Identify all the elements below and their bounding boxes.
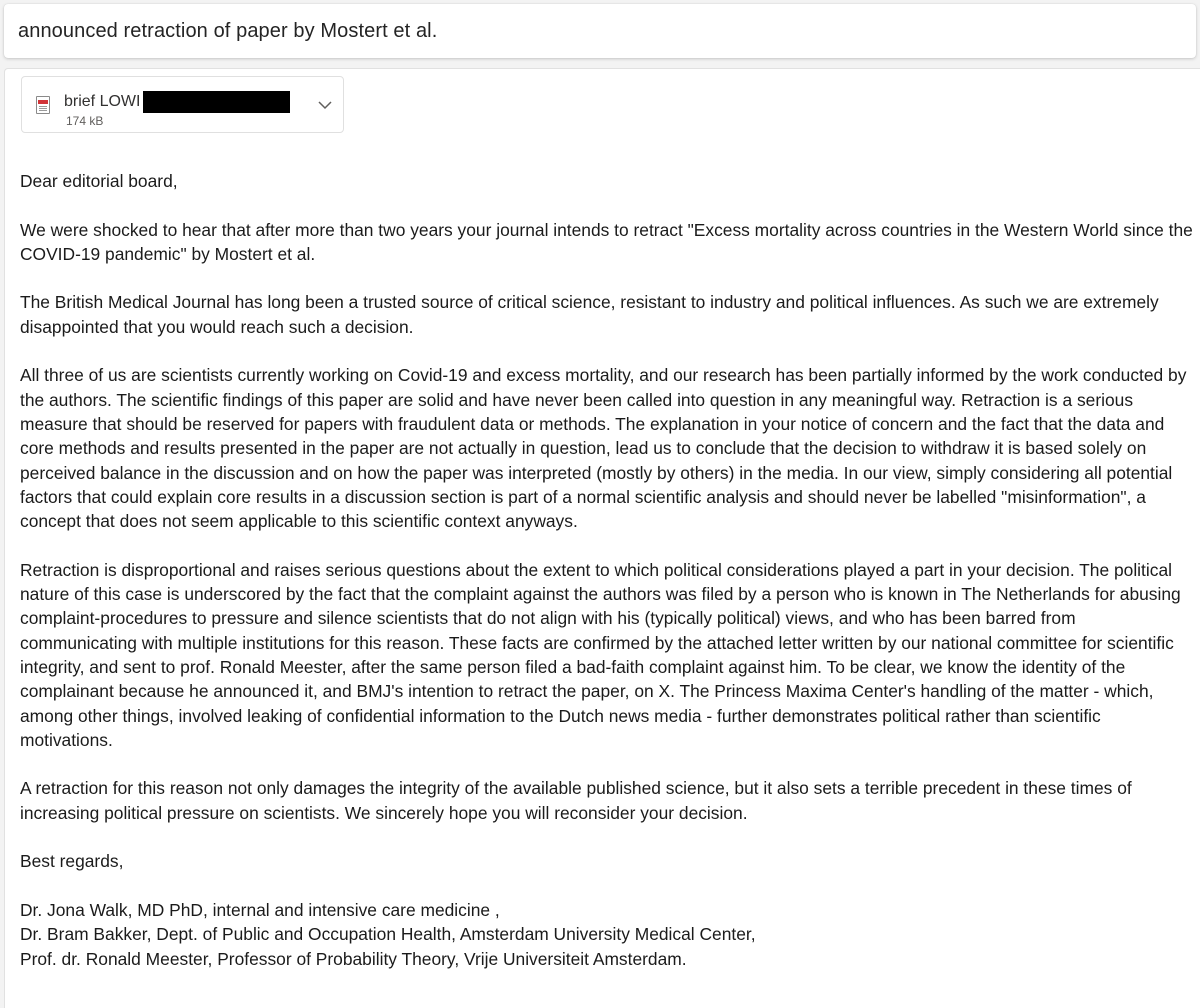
letter-content xyxy=(20,169,1195,971)
paragraph-4: Retraction is disproportional and raises serious questions about the extent to which political considerations played a part in your decision. The political nature of this case is underscored by the fact that the complaint against the authors was filed by a person who is known in The Netherlands for abusing complaint-procedures to pressure and silence scientists that do not align with his (typically political) views, and who has been barred from communicating with multiple institutions for this reason. These facts are confirmed by the attached letter written by our national committee for scientific integrity, and sent to prof. Ronald Meester, after the same person filed a bad-faith complaint against him. To be clear, we know the identity of the complainant because he announced it, and BMJ's intention to retract the paper, on X. The Princess Maxima Center's handling of the matter - which, among other things, involved leaking of confidential information to the Dutch news media - further demonstrates political rather than scientific motivations. xyxy=(20,559,1181,750)
signature-2: Dr. Bram Bakker, Dept. of Public and Occupation Health, Amsterdam University Medical Center, xyxy=(20,924,756,945)
chevron-down-icon[interactable] xyxy=(317,99,333,111)
attachment-name-row xyxy=(64,91,290,113)
paragraph-5: A retraction for this reason not only damages the integrity of the available published science, but it also sets a terrible precedent in these times of increasing political pressure on scientists. We sincerely hope you will reconsider your decision. xyxy=(20,778,1132,823)
paragraph-1: We were shocked to hear that after more than two years your journal intends to retract "Excess mortality across countries in the Western World since the COVID-19 pandemic" by Mostert et al. xyxy=(20,219,1193,264)
signature-3: Prof. dr. Ronald Meester, Professor of Probability Theory, Vrije Universiteit Amsterdam. xyxy=(20,948,687,969)
greeting: Dear editorial board, xyxy=(20,171,178,191)
attachment-size: 174 kB xyxy=(66,114,104,128)
subject-header xyxy=(4,4,1196,58)
pdf-file-icon xyxy=(36,96,50,114)
attachment-name: brief LOWI xyxy=(64,93,141,110)
closing: Best regards, xyxy=(20,851,124,872)
paragraph-3: All three of us are scientists currently working on Covid-19 and excess mortality, and our research has been partially informed by the work conducted by the authors. The scientific findings of this paper are solid and have never been called into question in any meaningful way. Retraction is a serious measure that should be reserved for papers with fraudulent data or methods. The explanation in your notice of concern and the fact that the data and core methods and results presented in the paper are not actually in question, lead us to conclude that the decision to withdraw it is based solely on perceived balance in the discussion and on how the paper was interpreted (mostly by others) in the media. In our view, simply considering all potential factors that could explain core results in a discussion section is part of a normal scientific analysis and should never be labelled "misinformation", a concept that does not seem applicable to this scientific context anyways. xyxy=(20,365,1187,532)
message-body xyxy=(4,68,1200,1008)
signature-1: Dr. Jona Walk, MD PhD, internal and intensive care medicine , xyxy=(20,899,500,920)
attachment-card[interactable] xyxy=(21,76,344,133)
signature-block xyxy=(20,898,1195,971)
paragraph-2: The British Medical Journal has long been a trusted source of critical science, resistant to industry and political influences. As such we are extremely disappointed that you would reach such a decision. xyxy=(20,292,1159,337)
redaction-bar xyxy=(143,91,290,113)
email-subject: announced retraction of paper by Mostert et al. xyxy=(18,19,438,42)
